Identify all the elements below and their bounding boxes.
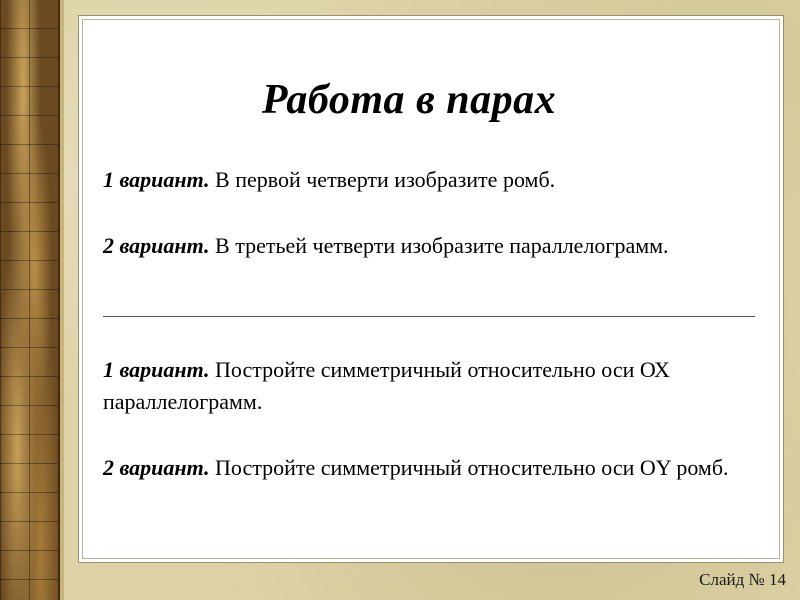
slide-title: Работа в парах bbox=[261, 77, 557, 123]
task-text: В первой четверти изобразите ромб. bbox=[209, 167, 556, 192]
task-variant-label: 2 вариант. bbox=[103, 455, 210, 480]
task-text: В третьей четверти изобразите параллелограмм. bbox=[209, 233, 669, 258]
task-4 bbox=[103, 452, 743, 484]
task-variant-label: 1 вариант. bbox=[103, 357, 210, 382]
border-edge bbox=[60, 0, 64, 600]
task-text: Постройте симметричный относительно оси ОХ параллелограмм. bbox=[103, 357, 670, 414]
decorative-left-border bbox=[0, 0, 60, 600]
slide-number: Слайд № 14 bbox=[699, 570, 786, 589]
task-variant-label: 2 вариант. bbox=[103, 233, 210, 258]
task-3 bbox=[103, 354, 743, 418]
task-1 bbox=[103, 164, 743, 196]
task-text: Постройте симметричный относительно оси ОY ромб. bbox=[209, 455, 729, 480]
task-2 bbox=[103, 230, 743, 262]
task-variant-label: 1 вариант. bbox=[103, 167, 210, 192]
divider-line bbox=[103, 316, 755, 317]
slide-content-panel bbox=[78, 15, 784, 563]
